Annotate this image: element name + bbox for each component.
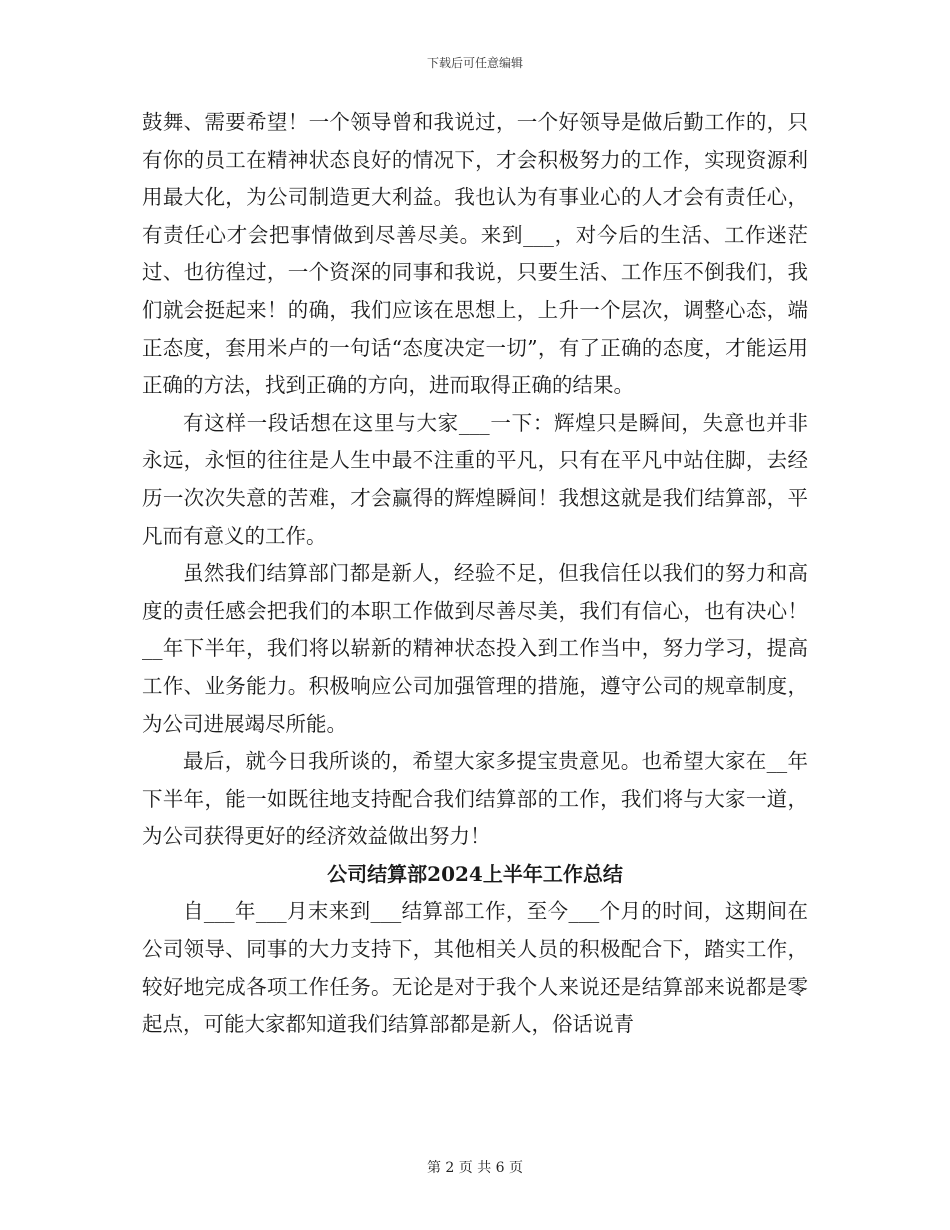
page-header-note: 下载后可任意编辑 (426, 56, 523, 70)
section-paragraph: 自___年___月末来到___结算部工作，至今___个月的时间，这期间在公司领导、同事的大力支持下，其他相关人员的积极配合下，踏实工作，较好地完成各项工作任务。无论是对于我个人来说还是结算部来说都是零起点，可能大家都知道我们结算部都是新人，俗话说青 (142, 899, 808, 1037)
paragraph: 虽然我们结算部门都是新人，经验不足，但我信任以我们的努力和高度的责任感会把我们的本职工作做到尽善尽美，我们有信心，也有决心！__年下半年，我们将以崭新的精神状态投入到工作当中，努力学习，提高工作、业务能力。积极响应公司加强管理的措施，遵守公司的规章制度，为公司进展竭尽所能。 (142, 561, 808, 736)
page-number: 第 2 页 共 6 页 (426, 1160, 524, 1176)
paragraph: 最后，就今日我所谈的，希望大家多提宝贵意见。也希望大家在__年下半年，能一如既往地支持配合我们结算部的工作，我们将与大家一道，为公司获得更好的经济效益做出努力！ (142, 749, 808, 849)
paragraph: 有这样一段话想在这里与大家___一下：辉煌只是瞬间，失意也并非永远，永恒的往往是人生中最不注重的平凡，只有在平凡中站住脚，去经历一次次失意的苦难，才会赢得的辉煌瞬间！我想这就是我们结算部，平凡而有意义的工作。 (142, 410, 808, 548)
document-body (142, 104, 808, 1044)
paragraph-continuation: 鼓舞、需要希望！一个领导曾和我说过，一个好领导是做后勤工作的，只有你的员工在精神状态良好的情况下，才会积极努力的工作，实现资源利用最大化，为公司制造更大利益。我也认为有事业心的人才会有责任心，有责任心才会把事情做到尽善尽美。来到___，对今后的生活、工作迷茫过、也彷徨过，一个资深的同事和我说，只要生活、工作压不倒我们，我们就会挺起来！的确，我们应该在思想上，上升一个层次，调整心态，端正态度，套用米卢的一句话“态度决定一切”，有了正确的态度，才能运用正确的方法，找到正确的方向，进而取得正确的结果。 (142, 110, 808, 398)
section-title: 公司结算部2024上半年工作总结 (327, 861, 623, 886)
